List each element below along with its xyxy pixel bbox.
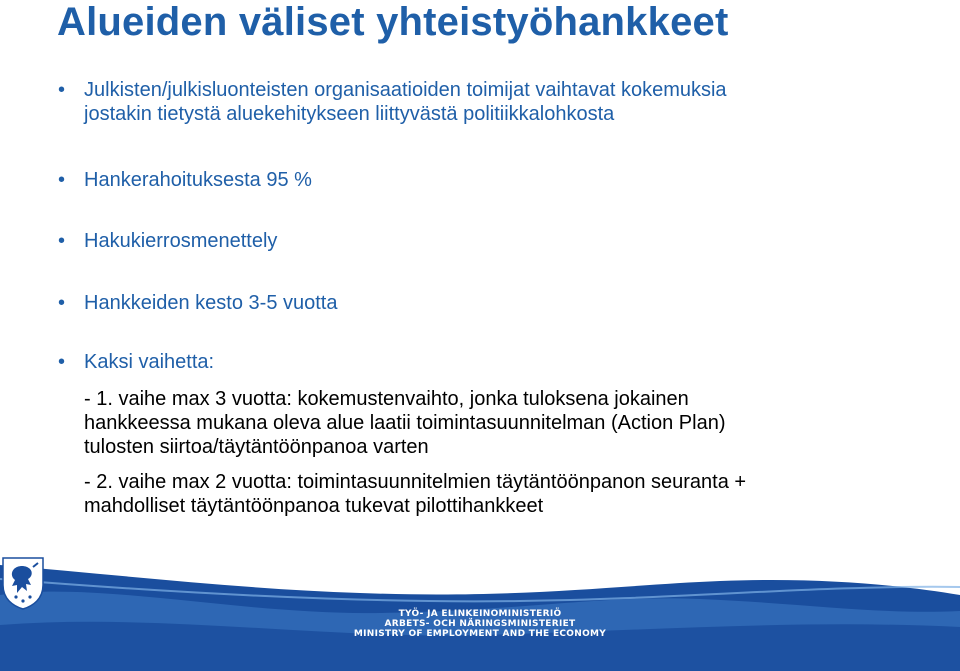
ministry-name-fi: TYÖ- JA ELINKEINOMINISTERIÖ — [398, 609, 562, 619]
ministry-name-en: MINISTRY OF EMPLOYMENT AND THE ECONOMY — [353, 629, 607, 639]
bullet-line: Julkisten/julkisluonteisten organisaatioiden toimijat vaihtavat kokemuksia — [84, 79, 727, 101]
phase-1-text — [84, 387, 924, 459]
phase-line: tulosten siirtoa/täytäntöönpanoa varten — [84, 436, 429, 458]
phase-line: mahdolliset täytäntöönpanoa tukevat pilottihankkeet — [84, 495, 544, 517]
slide-title: Alueiden väliset yhteistyöhankkeet — [57, 0, 729, 44]
bullet-marker: • — [58, 351, 66, 373]
bullet-marker: • — [58, 79, 66, 101]
bullet-item: Kaksi vaihetta: — [84, 351, 215, 373]
bullet-item: Hankerahoituksesta 95 % — [84, 169, 312, 191]
phase-line: hankkeessa mukana oleva alue laatii toimintasuunnitelman (Action Plan) — [84, 412, 726, 434]
ministry-name-sv: ARBETS- OCH NÄRINGSMINISTERIET — [384, 619, 576, 629]
bullet-marker: • — [58, 230, 66, 252]
bullet-marker: • — [58, 292, 66, 314]
bullet-marker: • — [58, 169, 66, 191]
phase-line: - 2. vaihe max 2 vuotta: toimintasuunnitelmien täytäntöönpanon seuranta + — [84, 471, 747, 493]
bullet-item: Hakukierrosmenettely — [84, 230, 278, 252]
bullet-item: Hankkeiden kesto 3-5 vuotta — [84, 292, 338, 314]
bullet-item — [84, 78, 727, 126]
bullet-line: jostakin tietystä aluekehitykseen liittyvästä politiikkalohkosta — [84, 103, 615, 125]
phase-line: - 1. vaihe max 3 vuotta: kokemustenvaihto, jonka tuloksena jokainen — [84, 388, 689, 410]
finnish-lion-crest-icon — [0, 555, 46, 611]
footer-band — [0, 555, 960, 671]
phase-2-text — [84, 470, 924, 518]
